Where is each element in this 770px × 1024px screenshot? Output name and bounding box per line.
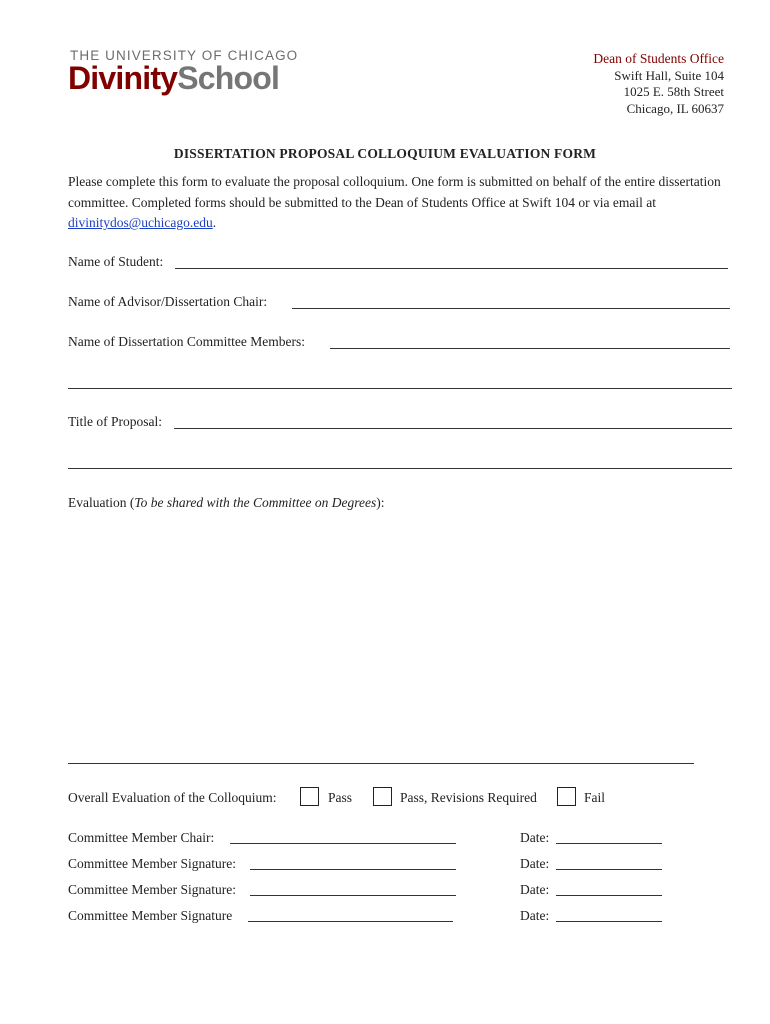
fail-label: Fail <box>584 790 606 805</box>
member-signature-field-1[interactable] <box>250 869 456 870</box>
member-signature-label-3: Committee Member Signature <box>68 908 233 923</box>
student-name-label: Name of Student: <box>68 254 164 269</box>
address-line-1: Swift Hall, Suite 104 <box>614 67 724 83</box>
logo-divinity-school <box>68 58 279 98</box>
proposal-title-field[interactable] <box>174 428 732 429</box>
form-instructions <box>68 172 733 234</box>
member-date-label-2: Date: <box>520 882 550 897</box>
form-title: DISSERTATION PROPOSAL COLLOQUIUM EVALUATION FORM <box>173 146 597 161</box>
evaluation-text-area[interactable] <box>68 515 694 762</box>
proposal-title-field-line-2[interactable] <box>68 468 732 469</box>
student-name-field[interactable] <box>175 268 728 269</box>
office-name: Dean of Students Office <box>593 51 724 66</box>
pass-label: Pass <box>328 790 353 805</box>
member-date-label-3: Date: <box>520 908 550 923</box>
evaluation-note: To be shared with the Committee on Degrees <box>134 495 377 510</box>
committee-members-label: Name of Dissertation Committee Members: <box>68 334 305 349</box>
logo-word-school: School <box>177 60 280 96</box>
pass-checkbox[interactable] <box>300 787 319 806</box>
overall-evaluation-label: Overall Evaluation of the Colloquium: <box>68 790 277 805</box>
member-date-field-2[interactable] <box>556 895 662 896</box>
email-link[interactable]: divinitydos@uchicago.edu <box>68 215 213 230</box>
proposal-title-label: Title of Proposal: <box>68 414 163 429</box>
chair-signature-field[interactable] <box>230 843 456 844</box>
member-signature-label-1: Committee Member Signature: <box>68 856 236 871</box>
pass-revisions-label: Pass, Revisions Required <box>400 790 537 805</box>
logo-word-divinity: Divinity <box>68 60 178 96</box>
instructions-text: Please complete this form to evaluate the proposal colloquium. One form is submitted on behalf of the entire dissertation committee. Completed forms should be submitted to the Dean of Students Office at Swift 104 or via email at <box>68 174 721 210</box>
chair-date-field[interactable] <box>556 843 662 844</box>
office-address <box>593 51 724 117</box>
member-signature-label-2: Committee Member Signature: <box>68 882 236 897</box>
pass-revisions-checkbox[interactable] <box>373 787 392 806</box>
evaluation-label-text: Evaluation ( <box>68 495 135 510</box>
address-line-3: Chicago, IL 60637 <box>626 100 724 116</box>
committee-members-field[interactable] <box>330 348 730 349</box>
member-date-field-1[interactable] <box>556 869 662 870</box>
member-signature-field-2[interactable] <box>250 895 456 896</box>
evaluation-label <box>68 495 384 511</box>
member-signature-field-3[interactable] <box>248 921 453 922</box>
address-line-2: 1025 E. 58th Street <box>623 84 724 99</box>
committee-members-field-line-2[interactable] <box>68 388 732 389</box>
member-date-field-3[interactable] <box>556 921 662 922</box>
chair-date-label: Date: <box>520 830 550 845</box>
chair-signature-label: Committee Member Chair: <box>68 830 215 845</box>
instructions-end: . <box>212 215 217 230</box>
advisor-name-field[interactable] <box>292 308 730 309</box>
advisor-name-label: Name of Advisor/Dissertation Chair: <box>68 294 268 309</box>
member-date-label-1: Date: <box>520 856 550 871</box>
logo-university-name: THE UNIVERSITY OF CHICAGO <box>70 48 299 63</box>
fail-checkbox[interactable] <box>557 787 576 806</box>
evaluation-bottom-line <box>68 763 694 764</box>
evaluation-label-end: ): <box>376 495 385 510</box>
